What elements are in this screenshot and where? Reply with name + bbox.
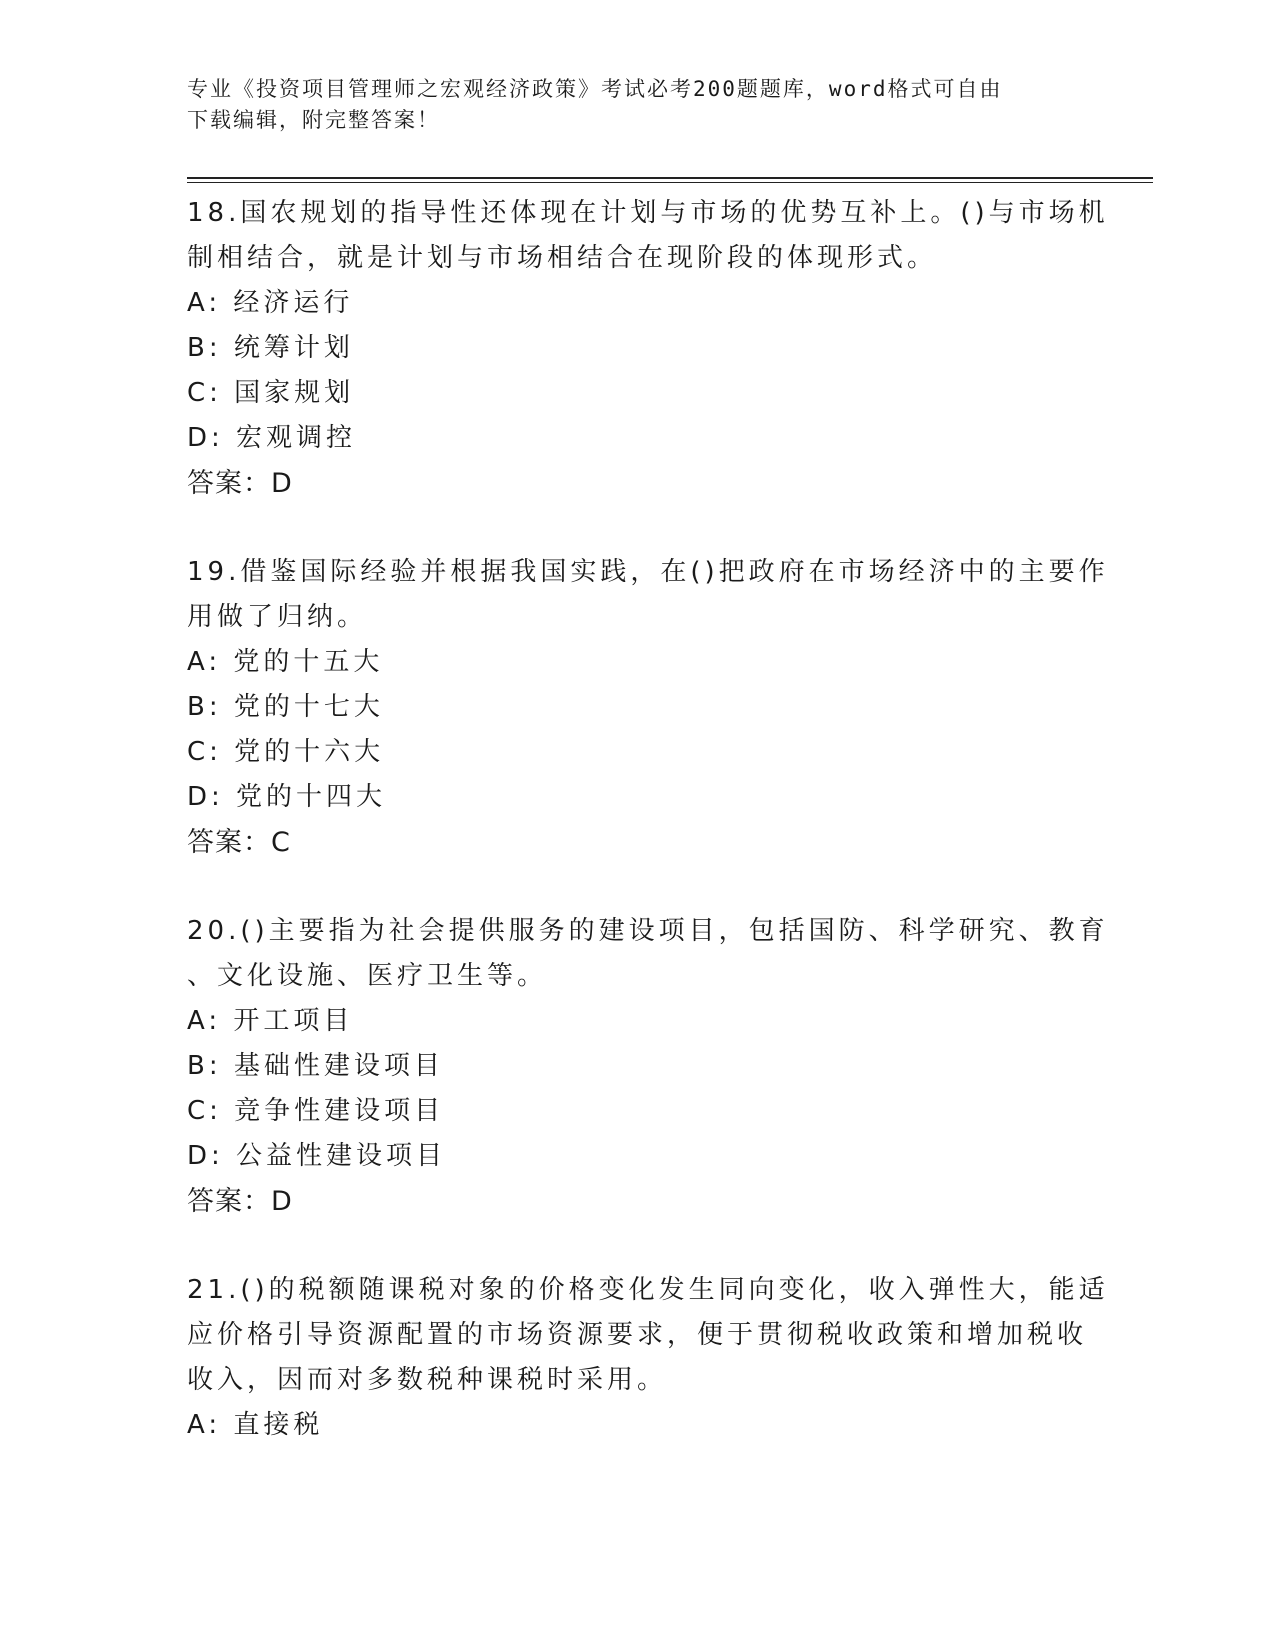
header-divider-thick	[187, 177, 1153, 179]
question-21	[187, 1268, 1109, 1448]
option-d: D: 党的十四大	[187, 782, 387, 812]
answer-line: 答案：C	[187, 827, 291, 858]
header-line: 专业《投资项目管理师之宏观经济政策》考试必考200题题库，word格式可自由	[187, 77, 1003, 101]
question-stem	[187, 191, 1109, 281]
stem-line: 18.国农规划的指导性还体现在计划与市场的优势互补上。()与市场机	[187, 198, 1109, 228]
header-divider-thin	[187, 182, 1153, 183]
question-stem	[187, 909, 1109, 999]
option-c: C: 竞争性建设项目	[187, 1096, 445, 1126]
stem-line: 20.()主要指为社会提供服务的建设项目，包括国防、科学研究、教育	[187, 916, 1109, 946]
option-a: A: 开工项目	[187, 1006, 354, 1036]
question-list	[187, 191, 1109, 1448]
header-line: 下载编辑，附完整答案！	[187, 108, 440, 132]
stem-line: 、文化设施、医疗卫生等。	[187, 961, 548, 991]
answer-line: 答案：D	[187, 1186, 293, 1217]
stem-line: 收入，因而对多数税种课税时采用。	[187, 1365, 668, 1395]
question-20	[187, 909, 1109, 1224]
stem-line: 用做了归纳。	[187, 602, 368, 632]
option-b: B: 党的十七大	[187, 692, 384, 722]
option-b: B: 统筹计划	[187, 333, 354, 363]
question-stem	[187, 550, 1109, 640]
option-a: A: 经济运行	[187, 288, 354, 318]
option-b: B: 基础性建设项目	[187, 1051, 444, 1081]
answer-line: 答案：D	[187, 468, 293, 499]
option-a: A: 党的十五大	[187, 647, 384, 677]
option-c: C: 党的十六大	[187, 737, 385, 767]
option-c: C: 国家规划	[187, 378, 355, 408]
question-19	[187, 550, 1109, 865]
option-a: A: 直接税	[187, 1410, 324, 1440]
stem-line: 应价格引导资源配置的市场资源要求，便于贯彻税收政策和增加税收	[187, 1320, 1088, 1350]
option-d: D: 宏观调控	[187, 423, 357, 453]
question-18	[187, 191, 1109, 506]
question-stem	[187, 1268, 1109, 1403]
stem-line: 19.借鉴国际经验并根据我国实践，在()把政府在市场经济中的主要作	[187, 557, 1109, 587]
option-d: D: 公益性建设项目	[187, 1141, 447, 1171]
stem-line: 21.()的税额随课税对象的价格变化发生同向变化，收入弹性大，能适	[187, 1275, 1109, 1305]
document-header	[187, 74, 1067, 136]
stem-line: 制相结合，就是计划与市场相结合在现阶段的体现形式。	[187, 243, 938, 273]
